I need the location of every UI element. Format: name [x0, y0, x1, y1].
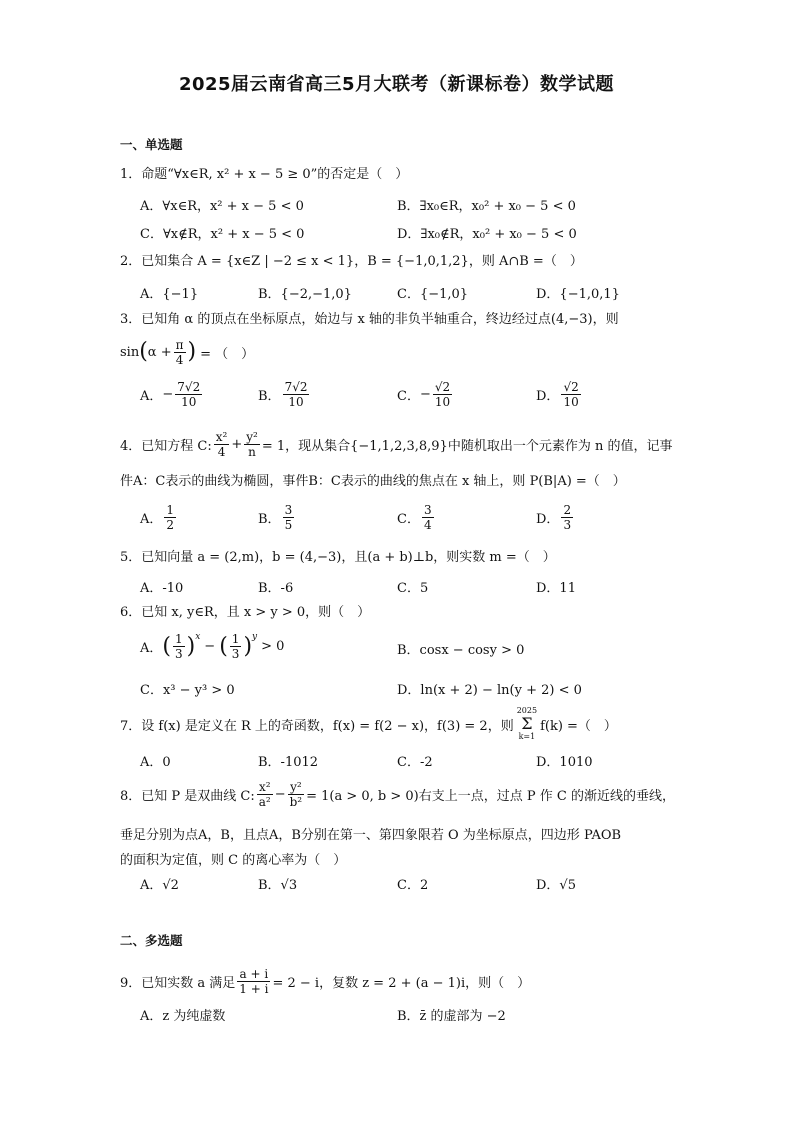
q4-x2: x² [215, 430, 228, 444]
q2-option-c: C．{−1,0} [397, 287, 469, 302]
q8-frac-x [257, 780, 273, 809]
q4-d-den: 3 [563, 518, 572, 532]
question-3-stem-line2 [120, 336, 254, 368]
q3-option-a [140, 380, 204, 409]
q4-option-d [536, 503, 575, 532]
q4-c-den: 4 [423, 518, 432, 532]
q4-stem-start: 4．已知方程 C: [120, 439, 212, 454]
q5-option-b: B．-6 [258, 581, 294, 596]
q4-plus: + [231, 437, 243, 452]
q6-a-frac1 [173, 632, 185, 661]
q8-b2: b² [289, 795, 303, 809]
q3-arg-alpha: α + [147, 344, 172, 360]
q6-a-tail: > 0 [261, 639, 285, 654]
q3-d-frac [561, 380, 580, 409]
q6-option-c: C．x³ − y³ > 0 [140, 683, 235, 698]
q6-a-paren2-open: ( [219, 634, 228, 659]
q7-option-a: A．0 [140, 755, 171, 770]
question-2 [120, 252, 680, 272]
q4-b-num: 3 [284, 503, 293, 517]
q6-a-d2: 3 [231, 647, 240, 661]
question-4-stem-line2: 件A：C表示的曲线为椭圆，事件B：C表示的曲线的焦点在 x 轴上，则 P(B|A) =（ ） [120, 474, 626, 489]
q3-stem-tail: = （ ） [200, 346, 255, 362]
q6-option-d: D．ln(x + 2) − ln(y + 2) < 0 [397, 683, 582, 698]
q3-pi-over-4 [174, 338, 186, 367]
q3-d-label: D． [536, 389, 560, 404]
q3-paren-open: ( [139, 339, 148, 364]
q6-a-label: A． [140, 641, 163, 656]
q3-a-den: 10 [181, 395, 197, 409]
q4-n: n [248, 445, 256, 459]
q3-c-num: √2 [434, 380, 451, 394]
q4-option-c [397, 503, 436, 532]
q4-frac-y [244, 430, 260, 459]
q3-d-num: √2 [563, 380, 579, 394]
q2-option-d: D．{−1,0,1} [536, 287, 620, 302]
q4-option-b [258, 503, 296, 532]
q4-four: 4 [217, 445, 226, 459]
q9-frac-den: 1 + i [239, 982, 269, 996]
q3-sin: sin [120, 344, 140, 360]
q4-y2: y² [246, 430, 258, 444]
q6-a-minus: − [204, 639, 216, 654]
q9-frac-num: a + i [237, 967, 270, 982]
q3-b-den: 10 [288, 395, 304, 409]
q6-option-a [140, 632, 284, 661]
q8-option-c: C．2 [397, 878, 429, 893]
q6-a-frac2 [230, 632, 242, 661]
q6-a-exp2: y [252, 632, 258, 642]
q4-c-label: C． [397, 512, 420, 527]
question-6-stem: 6．已知 x, y∈R，且 x > y > 0，则（ ） [120, 605, 371, 620]
q8-option-d: D．√5 [536, 878, 576, 893]
q3-c-frac [433, 380, 452, 409]
q1-option-d: D．∃x₀∉R，x₀² + x₀ − 5 < 0 [397, 227, 577, 242]
q7-sum-symbol: Σ [521, 714, 533, 733]
q8-minus: − [274, 787, 286, 802]
q9-frac [237, 967, 270, 996]
q9-option-b: B．z̄ 的虚部为 −2 [397, 1009, 506, 1024]
q8-y2: y² [288, 780, 305, 795]
question-7-stem [120, 706, 617, 742]
q4-a-num: 1 [166, 503, 175, 517]
q4-b-frac [283, 503, 295, 532]
q8-a2: a² [258, 795, 271, 809]
q8-option-b: B．√3 [258, 878, 298, 893]
q6-option-b: B．cosx − cosy > 0 [397, 643, 525, 658]
q5-option-c: C．5 [397, 581, 429, 596]
section-heading-multiple-choice: 二、多选题 [120, 933, 183, 948]
q3-b-num: 7√2 [284, 380, 308, 394]
q7-summation [517, 706, 537, 742]
q7-stem-end: f(k) =（ ） [540, 718, 617, 734]
question-3 [120, 310, 680, 330]
q6-a-exp1: x [195, 632, 201, 642]
q3-option-b [258, 380, 311, 409]
q1-option-c: C．∀x∉R，x² + x − 5 < 0 [140, 227, 305, 242]
q6-a-d1: 3 [174, 647, 183, 661]
q3-a-sign: − [162, 387, 174, 402]
q6-a-paren1-open: ( [162, 634, 171, 659]
q5-option-a: A．-10 [140, 581, 184, 596]
q3-c-sign: − [419, 387, 431, 402]
q8-stem-start: 8．已知 P 是双曲线 C: [120, 789, 255, 804]
q3-a-num: 7√2 [177, 380, 201, 394]
q7-option-d: D．1010 [536, 755, 593, 770]
q3-a-label: A． [140, 389, 163, 404]
q6-a-paren2-close: ) [243, 634, 253, 659]
q3-b-label: B． [258, 389, 281, 404]
q7-stem-start: 7．设 f(x) 是定义在 R 上的奇函数，f(x) = f(2 − x)，f(3) = 2，则 [120, 718, 514, 734]
q2-option-a: A．{−1} [140, 287, 199, 302]
question-8-stem-line2: 垂足分别为点A，B，且点A，B分别在第一、第四象限若 O 为坐标原点，四边形 PAOB [120, 828, 622, 843]
q3-c-label: C． [397, 389, 420, 404]
q3-option-c [397, 380, 454, 409]
q4-frac-x [214, 430, 230, 459]
q4-c-frac [422, 503, 434, 532]
q7-option-b: B．-1012 [258, 755, 319, 770]
q8-frac-y [288, 780, 305, 809]
section-heading-single-choice: 一、单选题 [120, 137, 183, 152]
question-3-stem-line1: 3．已知角 α 的顶点在坐标原点，始边与 x 轴的非负半轴重合，终边经过点(4,−3)，则 [120, 312, 619, 327]
q4-a-frac [164, 503, 176, 532]
q7-option-c: C．-2 [397, 755, 433, 770]
q6-a-paren1-close: ) [186, 634, 196, 659]
q1-option-b: B．∃x₀∈R，x₀² + x₀ − 5 < 0 [397, 199, 576, 214]
q4-a-den: 2 [166, 518, 175, 532]
q3-a-frac [175, 380, 202, 409]
q3-c-den: 10 [434, 395, 451, 409]
q4-d-frac [561, 503, 573, 532]
q9-stem-end: = 2 − i，复数 z = 2 + (a − 1)i，则（ ） [272, 976, 531, 991]
q8-x2: x² [257, 780, 273, 795]
q4-a-label: A． [140, 512, 163, 527]
q3-pi: π [175, 337, 184, 352]
q7-sum-lower: k=1 [518, 732, 536, 741]
q5-option-d: D．11 [536, 581, 576, 596]
q6-a-n1: 1 [174, 632, 183, 646]
q4-b-den: 5 [284, 518, 293, 532]
q9-stem-start: 9．已知实数 a 满足 [120, 976, 236, 991]
q9-option-a: A．z 为纯虚数 [140, 1009, 226, 1024]
q4-d-num: 2 [563, 503, 572, 517]
question-2-stem: 2．已知集合 A = {x∈Z | −2 ≤ x < 1}，B = {−1,0,1,2}，则 A∩B =（ ） [120, 254, 583, 269]
q3-b-frac [283, 380, 310, 409]
q4-stem-rest: = 1，现从集合{−1,1,2,3,8,9}中随机取出一个元素作为 n 的值，记事 [261, 439, 673, 454]
page-title: 2025届云南省高三5月大联考（新课标卷）数学试题 [178, 74, 615, 95]
question-1-stem: 1．命题“∀x∈R, x² + x − 5 ≥ 0”的否定是（ ） [120, 167, 409, 182]
q4-b-label: B． [258, 512, 281, 527]
q2-option-b: B．{−2,−1,0} [258, 287, 352, 302]
question-4-stem-line1 [120, 430, 672, 459]
question-8-stem-line3: 的面积为定值，则 C 的离心率为（ ） [120, 853, 347, 868]
q3-paren-close: ) [187, 339, 197, 364]
q1-option-a: A．∀x∈R，x² + x − 5 < 0 [140, 199, 304, 214]
question-9-stem [120, 967, 530, 996]
q8-stem-rest: = 1(a > 0, b > 0)右支上一点，过点 P 作 C 的渐近线的垂线， [306, 789, 675, 804]
q8-option-a: A．√2 [140, 878, 179, 893]
q3-four: 4 [175, 352, 184, 367]
q3-option-d [536, 380, 583, 409]
q7-sum-upper: 2025 [516, 706, 538, 715]
q4-c-num: 3 [423, 503, 432, 517]
question-1 [120, 165, 680, 185]
q3-d-den: 10 [563, 395, 579, 409]
question-8-stem-line1 [120, 780, 675, 809]
q4-option-a [140, 503, 178, 532]
q6-a-n2: 1 [231, 632, 240, 646]
question-5-stem: 5．已知向量 a = (2,m)，b = (4,−3)，且(a + b)⊥b，则实数 m =（ ） [120, 550, 556, 565]
q4-d-label: D． [536, 512, 560, 527]
